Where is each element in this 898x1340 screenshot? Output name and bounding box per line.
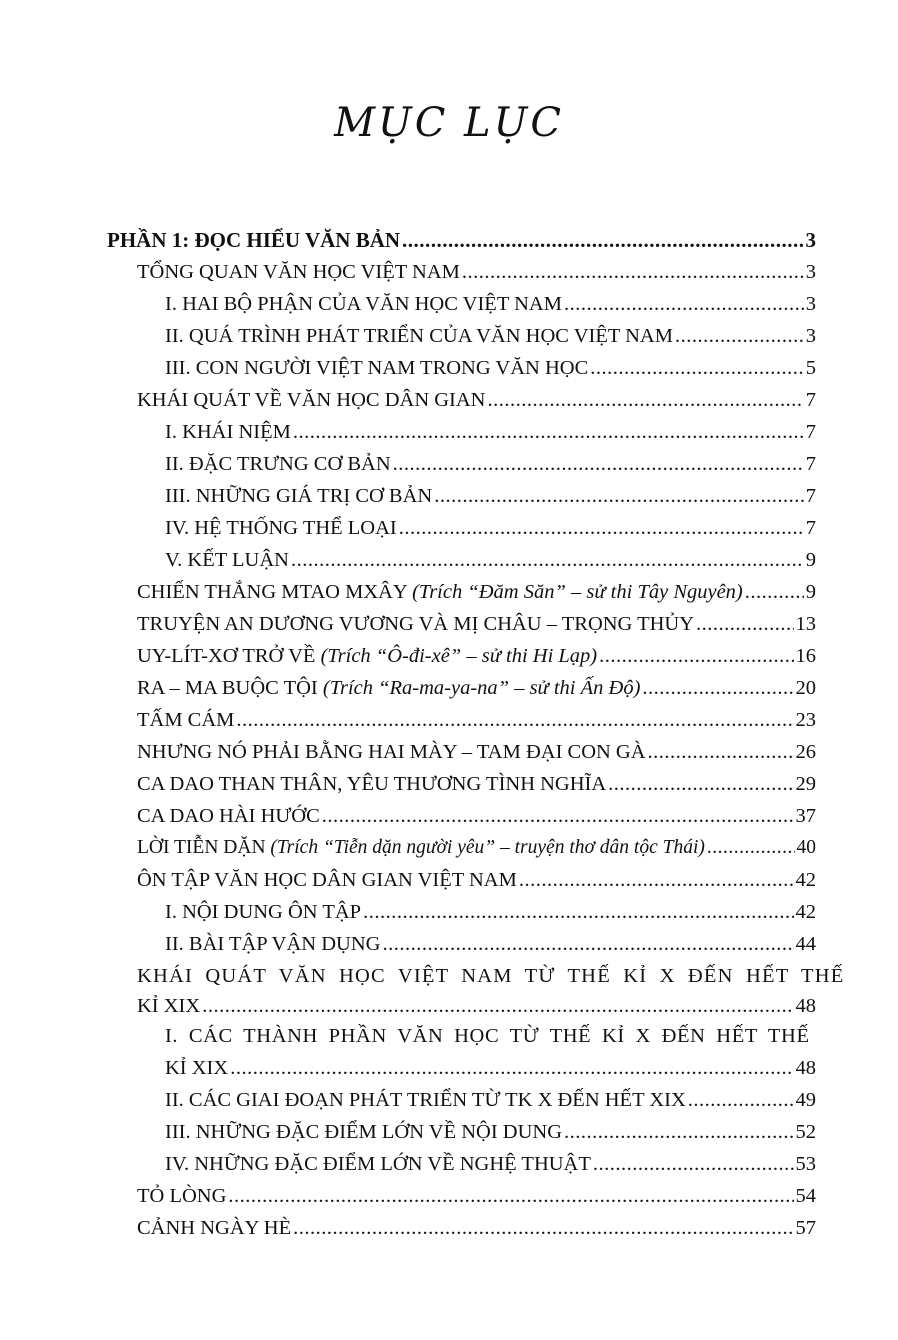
toc-entry[interactable]: II. ĐẶC TRƯNG CƠ BẢN ..... 7: [165, 448, 816, 480]
toc-entry[interactable]: TỔNG QUAN VĂN HỌC VIỆT NAM ..... 3: [137, 256, 816, 288]
toc-entry[interactable]: KHÁI QUÁT VỀ VĂN HỌC DÂN GIAN ..... 7: [137, 384, 816, 416]
toc-entry[interactable]: I. KHÁI NIỆM ..... 7: [165, 416, 816, 448]
toc-entry[interactable]: II. BÀI TẬP VẬN DỤNG ..... 44: [165, 928, 816, 960]
toc-entry[interactable]: TRUYỆN AN DƯƠNG VƯƠNG VÀ MỊ CHÂU – TRỌNG THỦY ..... 13: [137, 608, 816, 640]
toc-entry[interactable]: II. CÁC GIAI ĐOẠN PHÁT TRIỂN TỪ TK X ĐẾN HẾT XIX ..... 49: [165, 1084, 816, 1116]
toc-entry[interactable]: CẢNH NGÀY HÈ ..... 57: [137, 1212, 816, 1244]
toc-entry[interactable]: UY-LÍT-XƠ TRỞ VỀ (Trích “Ô-đi-xê” – sử thi Hi Lạp) ..... 16: [137, 640, 816, 672]
toc-entry[interactable]: TẤM CÁM ..... 23: [137, 704, 816, 736]
toc-entry[interactable]: NHƯNG NÓ PHẢI BẰNG HAI MÀY – TAM ĐẠI CON GÀ ..... 26: [137, 736, 816, 768]
page-title: MỤC LỤC: [334, 100, 564, 146]
toc-entry[interactable]: ÔN TẬP VĂN HỌC DÂN GIAN VIỆT NAM ..... 42: [137, 864, 816, 896]
toc-entry[interactable]: CA DAO HÀI HƯỚC ..... 37: [137, 800, 816, 832]
toc-entry[interactable]: III. NHỮNG ĐẶC ĐIỂM LỚN VỀ NỘI DUNG ..... 52: [165, 1116, 816, 1148]
toc-entry[interactable]: TỎ LÒNG ..... 54: [137, 1180, 816, 1212]
toc-entry[interactable]: I. NỘI DUNG ÔN TẬP ..... 42: [165, 896, 816, 928]
toc-entry[interactable]: CA DAO THAN THÂN, YÊU THƯƠNG TÌNH NGHĨA ..... 29: [137, 768, 816, 800]
toc-entry-line1: I. CÁC THÀNH PHẦN VĂN HỌC TỪ THẾ KỈ X ĐẾN HẾT THẾ: [165, 1025, 810, 1047]
toc-entry[interactable]: II. QUÁ TRÌNH PHÁT TRIỂN CỦA VĂN HỌC VIỆT NAM ..... 3: [165, 320, 816, 352]
toc-entry[interactable]: V. KẾT LUẬN ..... 9: [165, 544, 816, 576]
toc-entry-text: PHẦN 1: ĐỌC HIỂU VĂN BẢN: [107, 228, 401, 252]
toc-page-number: 3: [805, 228, 816, 252]
toc-entry-line1: KHÁI QUÁT VĂN HỌC VIỆT NAM TỪ THẾ KỈ X ĐẾN HẾT THẾ: [137, 965, 845, 987]
toc-entry[interactable]: III. NHỮNG GIÁ TRỊ CƠ BẢN ..... 7: [165, 480, 816, 512]
toc-entry[interactable]: LỜI TIỄN DẶN (Trích “Tiễn dặn người yêu” – truyện thơ dân tộc Thái) ..... 40: [137, 832, 816, 864]
toc-entry[interactable]: CHIẾN THẮNG MTAO MXÂY (Trích “Đăm Săn” – sử thi Tây Nguyên) ..... 9: [137, 576, 816, 608]
toc-entry[interactable]: KỈ XIX ..... 48: [165, 1052, 816, 1084]
toc-entry[interactable]: III. CON NGƯỜI VIỆT NAM TRONG VĂN HỌC ..... 5: [165, 352, 816, 384]
toc-entry[interactable]: IV. NHỮNG ĐẶC ĐIỂM LỚN VỀ NGHỆ THUẬT ..... 53: [165, 1148, 816, 1180]
toc-entry[interactable]: IV. HỆ THỐNG THỂ LOẠI ..... 7: [165, 512, 816, 544]
toc-entry[interactable]: RA – MA BUỘC TỘI (Trích “Ra-ma-ya-na” – sử thi Ấn Độ) ..... 20: [137, 672, 816, 704]
toc-entry[interactable]: KỈ XIX ..... 48: [137, 990, 816, 1022]
toc-entry-part-1[interactable]: [107, 224, 816, 256]
toc-entry[interactable]: I. HAI BỘ PHẬN CỦA VĂN HỌC VIỆT NAM ..... 3: [165, 288, 816, 320]
